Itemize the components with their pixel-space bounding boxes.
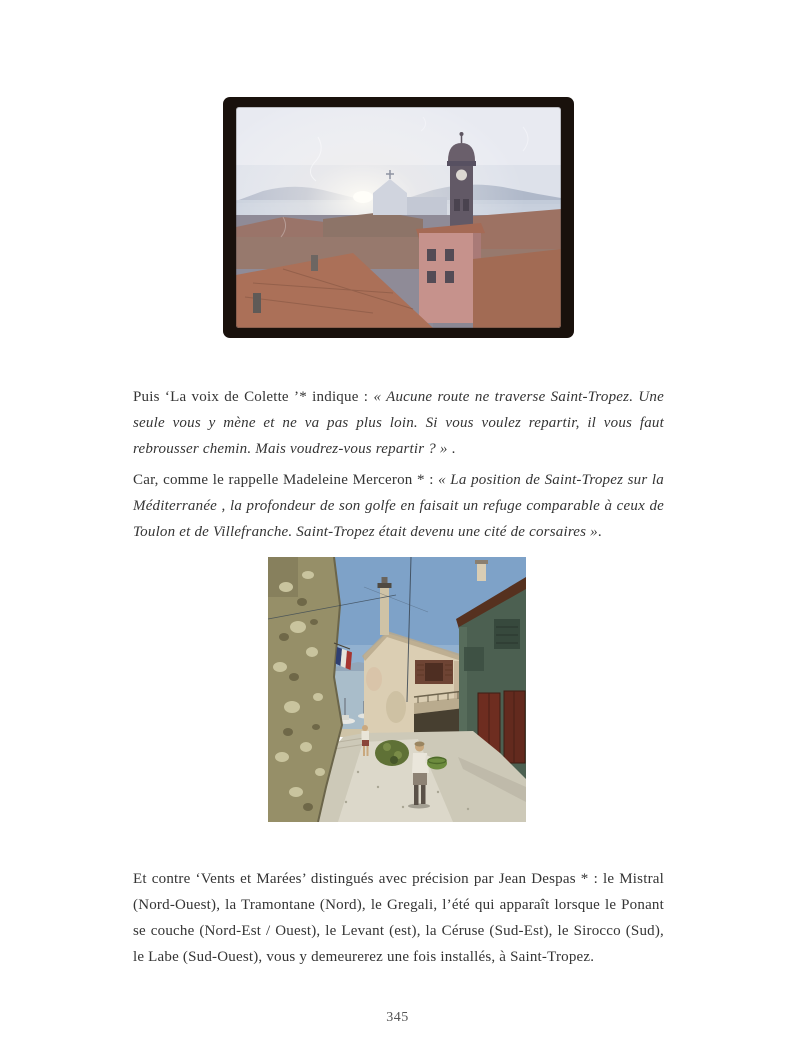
- paragraph-colette-quote: [133, 384, 664, 462]
- text-segment: Car, comme le rappelle Madeleine Merceron * :: [133, 472, 439, 488]
- sun: [353, 191, 373, 203]
- text-segment: « La position de Saint-Tropez sur la Méditerranée , la profondeur de son golfe en faisait un refuge comparable à ceux de Toulon et de Villefranche. Saint-Tropez était devenu une cité de corsaires »: [133, 472, 664, 540]
- text-segment: Puis ‘La voix de Colette ’* indique :: [133, 389, 374, 405]
- chimney: [380, 587, 389, 635]
- text-segment: « Aucune route ne traverse Saint-Tropez. Une seule vous y mène et ne va pas plus loin. Si vous voulez repartir, il vous faut rebrousser chemin. Mais voudrez-vous repartir ? »: [133, 389, 664, 457]
- text-segment: Et contre ‘Vents et Marées’ distingués avec précision par Jean Despas * : le Mistral (Nord-Ouest), la Tramontane (Nord), le Gregali, l’été qui apparaît lorsque le Ponant se couche (Nord-Est / Ouest), le Levant (est), la Céruse (Sud-Est), le Sirocco (Sud), le Labe (Sud-Ouest), vous y demeurerez une fois installés, à Saint-Tropez.: [133, 871, 664, 965]
- clock-face: [456, 170, 467, 181]
- paragraph-winds: [133, 866, 664, 970]
- street-scene-photo: [268, 557, 526, 822]
- text-segment: .: [597, 524, 602, 540]
- street-scene-svg: [268, 557, 526, 822]
- bush: [375, 740, 409, 766]
- paragraph-merceron-quote: [133, 467, 664, 545]
- text-segment: .: [447, 441, 456, 457]
- rooftops-slide-svg: [223, 97, 574, 338]
- shuttered-window: [415, 660, 453, 684]
- page-number: 345: [386, 1010, 409, 1025]
- rooftops-slide-photo: [223, 97, 574, 338]
